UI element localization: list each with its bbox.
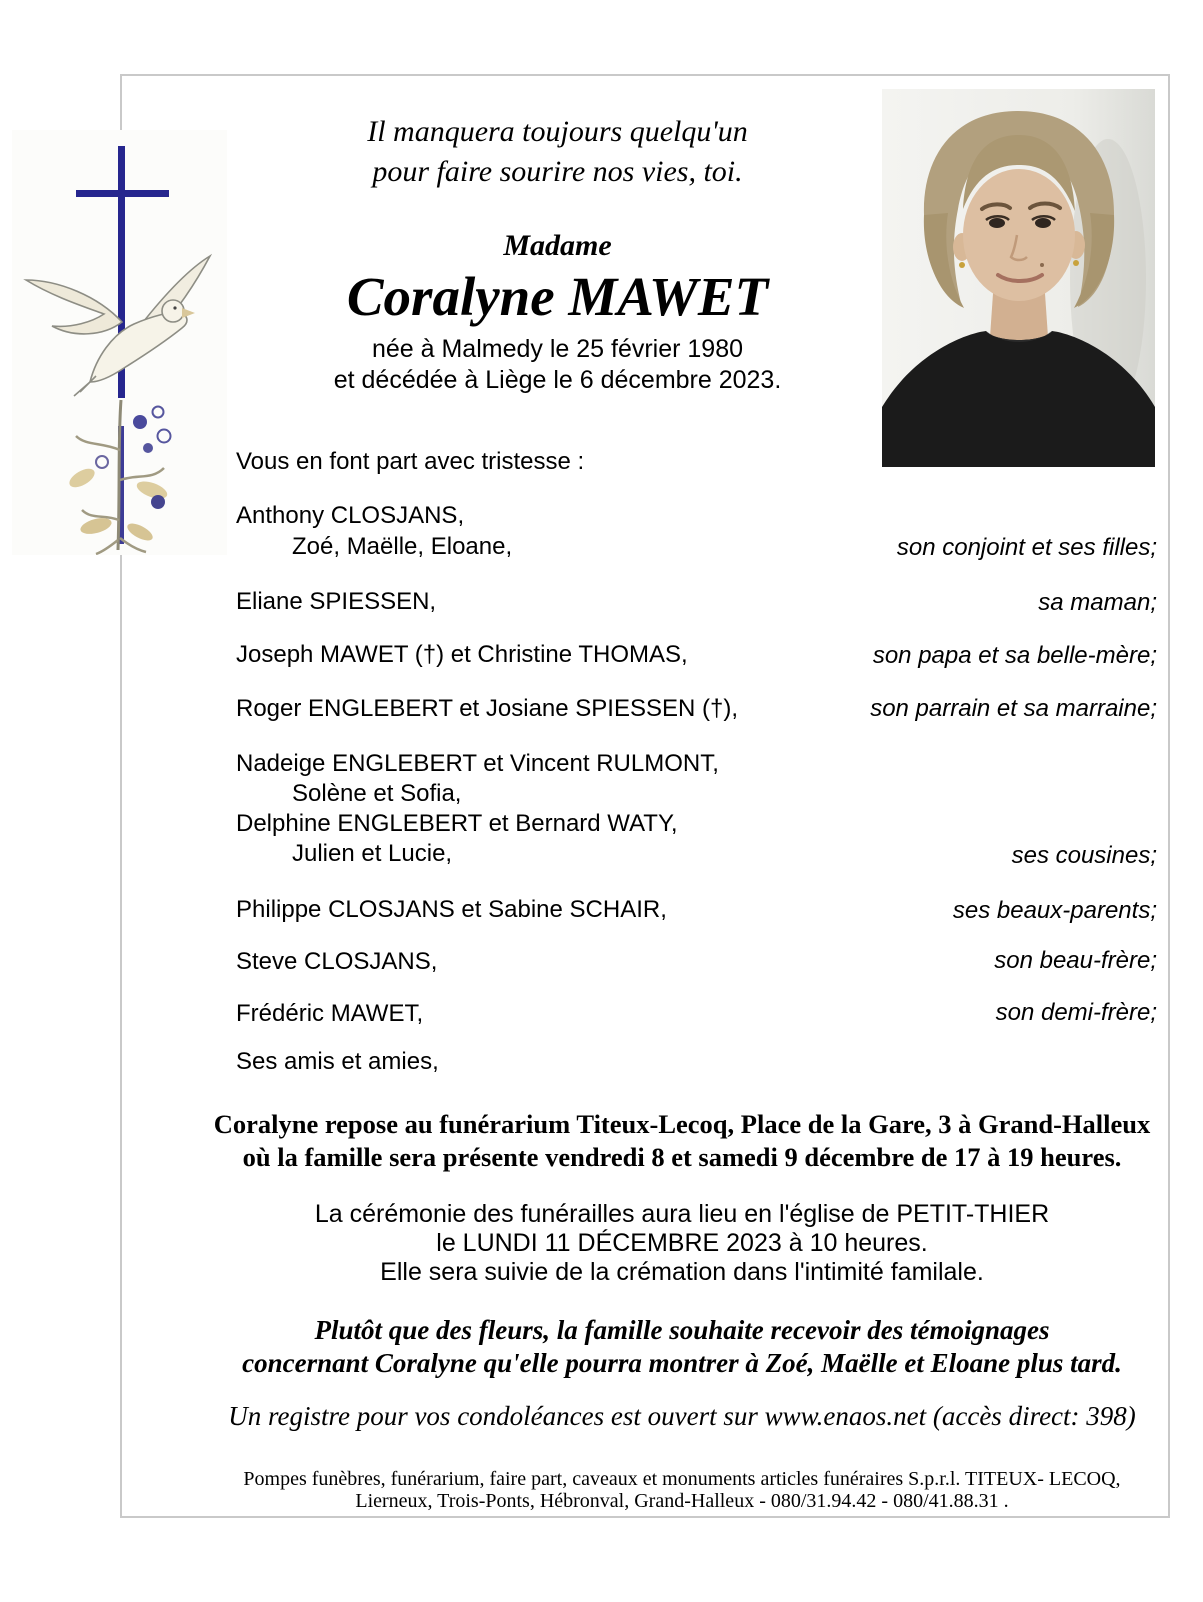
- wishes-line-2: concernant Coralyne qu'elle pourra montrer à Zoé, Maëlle et Eloane plus tard.: [242, 1348, 1122, 1378]
- mourner-line: Eliane SPIESSEN,: [236, 588, 437, 615]
- relation-label: sa maman;: [1038, 589, 1157, 616]
- mourner-line: Joseph MAWET (†) et Christine THOMAS,: [236, 641, 688, 668]
- memorial-quote: [230, 112, 885, 192]
- portrait-photo: [882, 89, 1155, 467]
- relation-label: son parrain et sa marraine;: [870, 695, 1157, 722]
- quote-line-2: pour faire sourire nos vies, toi.: [372, 155, 743, 188]
- quote-line-1: Il manquera toujours quelqu'un: [367, 115, 748, 148]
- title-prefix: Madame: [503, 229, 612, 262]
- relation-label: ses cousines;: [1011, 842, 1157, 869]
- visitation-notice: [182, 1108, 1182, 1174]
- condolence-register-line: Un registre pour vos condoléances est ouvert sur www.enaos.net (accès direct: 398): [228, 1401, 1136, 1431]
- mourner-line: Delphine ENGLEBERT et Bernard WATY,: [236, 810, 678, 837]
- birth-line: née à Malmedy le 25 février 1980: [371, 335, 744, 363]
- footer-line-2: Lierneux, Trois-Ponts, Hébronval, Grand-Halleux - 080/31.94.42 - 080/41.88.31 .: [355, 1490, 1009, 1512]
- relation-label: ses beaux-parents;: [952, 897, 1157, 924]
- mourner-line: Roger ENGLEBERT et Josiane SPIESSEN (†),: [236, 695, 738, 722]
- relation-label: son demi-frère;: [995, 999, 1157, 1026]
- cross-dove-icon: [12, 130, 227, 555]
- ceremony-line-1: La cérémonie des funérailles aura lieu en l'église de PETIT-THIER: [314, 1200, 1050, 1228]
- ceremony-line-3: Elle sera suivie de la crémation dans l'intimité familale.: [380, 1258, 984, 1286]
- relation-label: son papa et sa belle-mère;: [872, 642, 1157, 669]
- portrait-image: [882, 89, 1155, 467]
- mourner-line: Anthony CLOSJANS,: [236, 502, 465, 529]
- mourner-line: Philippe CLOSJANS et Sabine SCHAIR,: [236, 896, 667, 923]
- header-block: [230, 112, 885, 396]
- visitation-line-1: Coralyne repose au funérarium Titeux-Lecoq, Place de la Gare, 3 à Grand-Halleux: [213, 1109, 1151, 1139]
- visitation-line-2: où la famille sera présente vendredi 8 et samedi 9 décembre de 17 à 19 heures.: [242, 1142, 1122, 1172]
- ceremony-details: [182, 1200, 1182, 1287]
- mourner-line: Frédéric MAWET,: [236, 1000, 424, 1027]
- mourner-line: Zoé, Maëlle, Eloane,: [292, 533, 513, 560]
- mourner-line: Solène et Sofia,: [292, 780, 462, 807]
- mourner-line: Julien et Lucie,: [292, 840, 453, 867]
- funeral-home-footer: [182, 1468, 1182, 1512]
- death-line: et décédée à Liège le 6 décembre 2023.: [333, 366, 782, 394]
- footer-line-1: Pompes funèbres, funérarium, faire part, caveaux et monuments articles funéraires S.p.r.l. TITEUX- LECOQ,: [243, 1468, 1121, 1490]
- ceremony-line-2: le LUNDI 11 DÉCEMBRE 2023 à 10 heures.: [436, 1229, 928, 1257]
- wishes-line-1: Plutôt que des fleurs, la famille souhaite recevoir des témoignages: [314, 1315, 1050, 1345]
- mourner-line: Nadeige ENGLEBERT et Vincent RULMONT,: [236, 750, 719, 777]
- birth-death-lines: [230, 334, 885, 396]
- relation-label: son beau-frère;: [994, 947, 1157, 974]
- mourner-line: Steve CLOSJANS,: [236, 948, 438, 975]
- cross-dove-illustration: [12, 130, 227, 555]
- announcement-intro: Vous en font part avec tristesse :: [236, 448, 585, 475]
- relation-label: son conjoint et ses filles;: [896, 534, 1157, 561]
- family-wishes: [182, 1314, 1182, 1380]
- mourner-line: Ses amis et amies,: [236, 1048, 439, 1075]
- deceased-name: Coralyne MAWET: [346, 266, 769, 327]
